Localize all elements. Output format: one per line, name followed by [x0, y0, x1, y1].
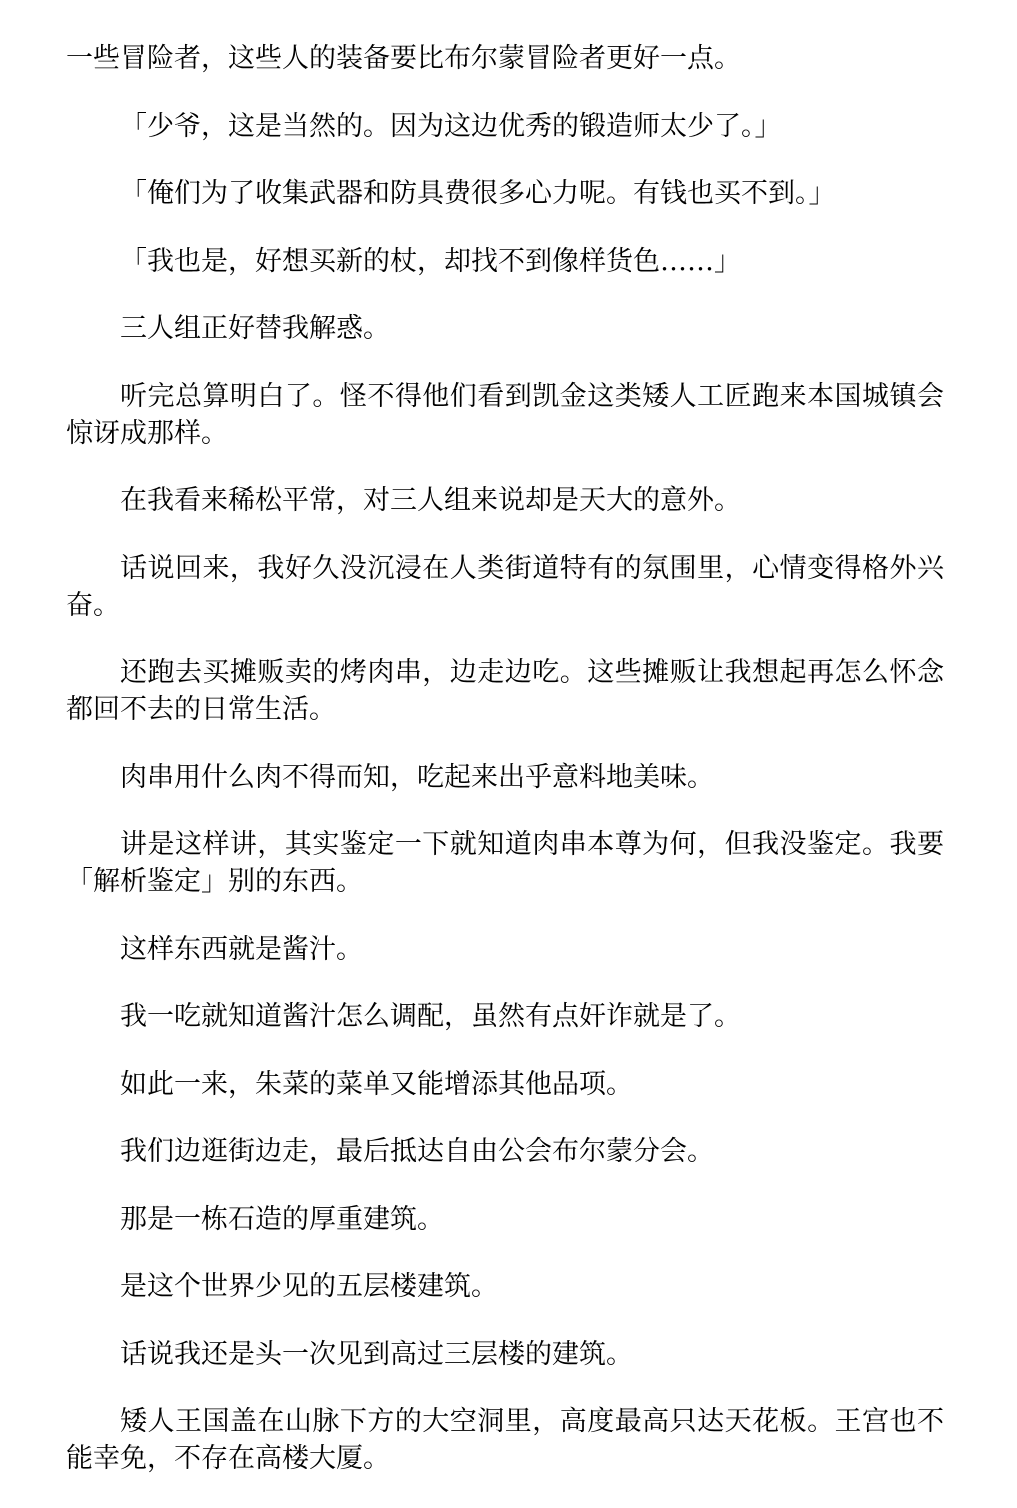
paragraph: 肉串用什么肉不得而知，吃起来出乎意料地美味。	[120, 761, 714, 793]
paragraph: 这样东西就是酱汁。	[120, 933, 363, 965]
paragraph: 「我也是，好想买新的杖，却找不到像样货色……」	[120, 245, 741, 277]
paragraph: 听完总算明白了。怪不得他们看到凯金这类矮人工匠跑来本国城镇会惊讶成那样。	[66, 380, 944, 449]
paragraph: 我一吃就知道酱汁怎么调配，虽然有点奸诈就是了。	[120, 1001, 741, 1032]
paragraph: 话说回来，我好久没沉浸在人类街道特有的氛围里，心情变得格外兴奋。	[66, 552, 944, 621]
paragraph: 还跑去买摊贩卖的烤肉串，边走边吃。这些摊贩让我想起再怎么怀念都回不去的日常生活。	[66, 657, 944, 725]
paragraph: 是这个世界少见的五层楼建筑。	[120, 1271, 498, 1302]
paragraph: 一些冒险者，这些人的装备要比布尔蒙冒险者更好一点。	[66, 43, 741, 74]
paragraph: 三人组正好替我解惑。	[120, 313, 390, 344]
paragraph: 讲是这样讲，其实鉴定一下就知道肉串本尊为何，但我没鉴定。我要「解析鉴定」别的东西。	[66, 829, 944, 897]
paragraph: 在我看来稀松平常，对三人组来说却是天大的意外。	[120, 485, 741, 516]
paragraph: 那是一栋石造的厚重建筑。	[120, 1203, 444, 1235]
paragraph: 矮人王国盖在山脉下方的大空洞里，高度最高只达天花板。王宫也不能幸免，不存在高楼大厦。	[66, 1406, 944, 1474]
paragraph: 我们边逛街边走，最后抵达自由公会布尔蒙分会。	[120, 1136, 714, 1167]
paragraph: 「俺们为了收集武器和防具费很多心力呢。有钱也买不到。」	[120, 178, 836, 209]
paragraph: 如此一来，朱菜的菜单又能增添其他品项。	[120, 1068, 633, 1100]
paragraph: 「少爷，这是当然的。因为这边优秀的锻造师太少了。」	[120, 110, 782, 142]
paragraph: 话说我还是头一次见到高过三层楼的建筑。	[120, 1338, 633, 1370]
text-body	[66, 40, 944, 1508]
